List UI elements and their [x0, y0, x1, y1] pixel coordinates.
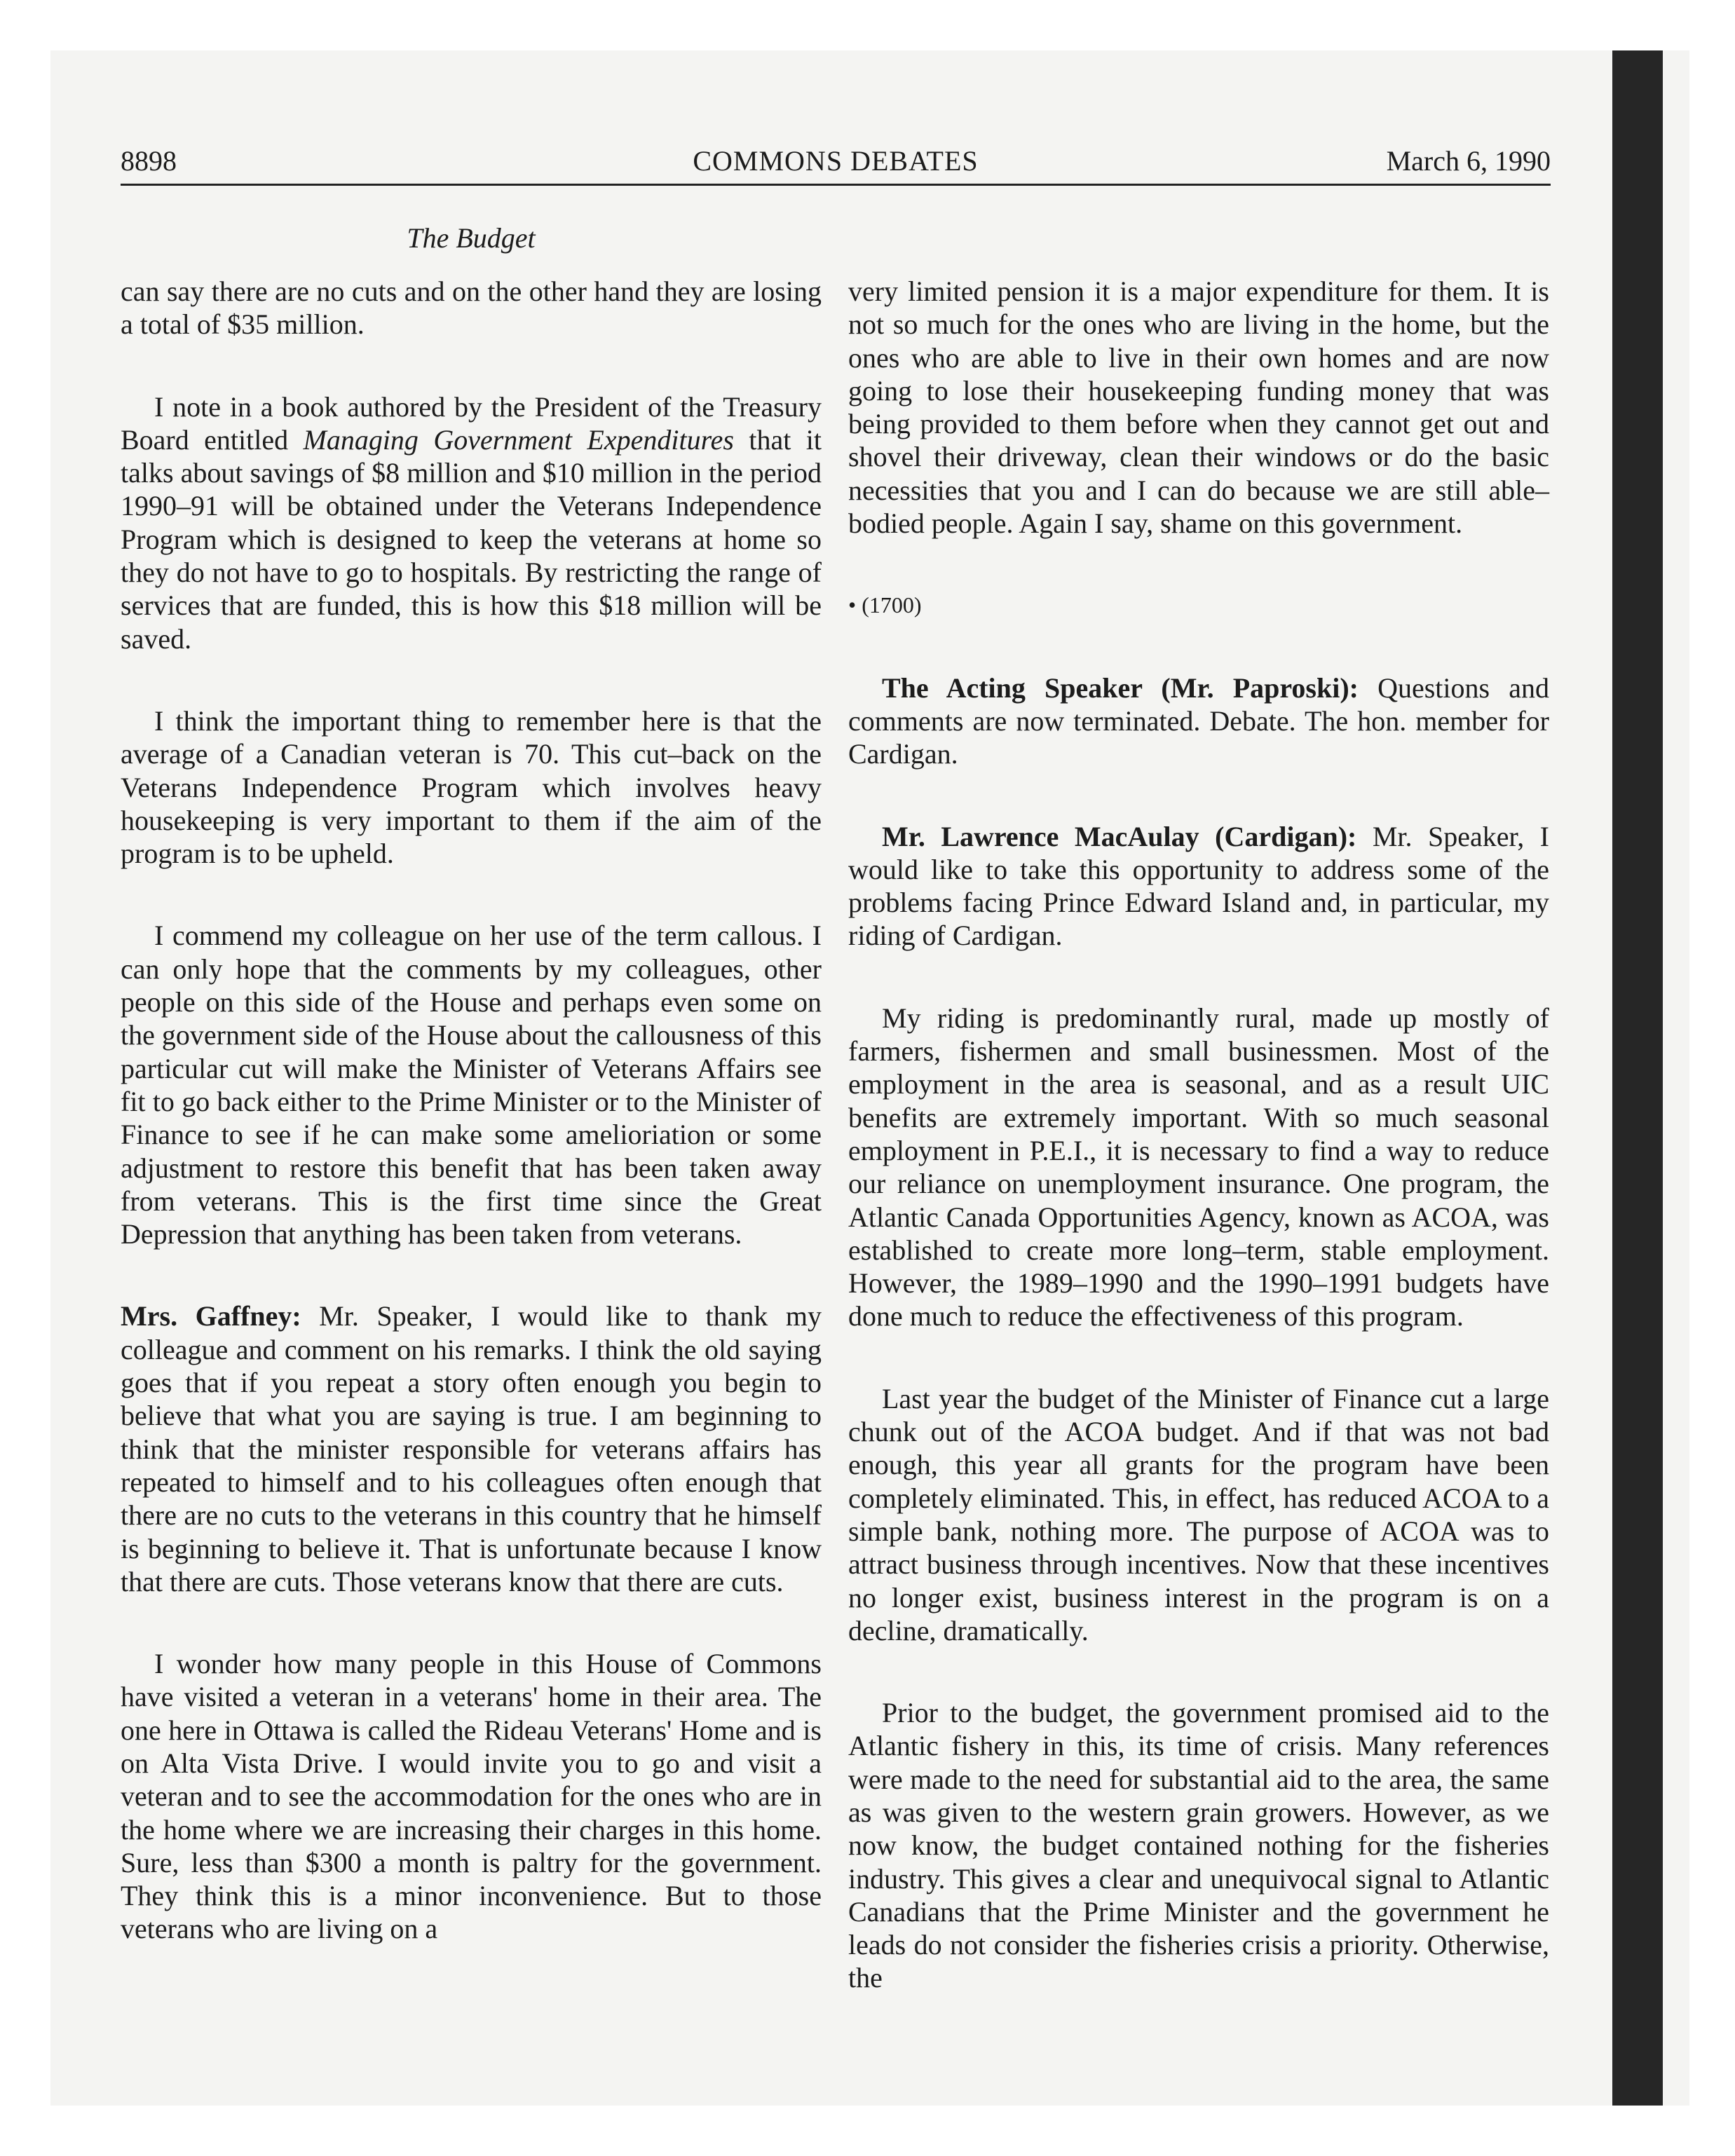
paragraph [121, 1299, 822, 1598]
book-title: Managing Government Expenditures [303, 423, 734, 456]
bullet-icon: • [848, 592, 857, 618]
paragraph: My riding is predominantly rural, made up mostly of farmers, fishermen and small businessmen. Most of the employment in the area is seasonal, and as a result UIC benefits are extremely important. With so much seasonal employment in P.E.I., it is necessary to find a way to reduce our reliance on unemployment insurance. One program, the Atlantic Canada Opportunities Agency, known as ACOA, was established to create more long–term, stable employment. However, the 1989–1990 and the 1990–1991 budgets have done much to reduce the effectiveness of this program. [848, 1002, 1549, 1332]
speaker-name: Mrs. Gaffney: [121, 1300, 301, 1332]
page-date: March 6, 1990 [1386, 145, 1551, 177]
paragraph [848, 820, 1549, 953]
paragraph-text: I note in a book authored by the President of the Treasury Board entitled [121, 390, 822, 456]
paragraph [121, 390, 822, 655]
publication-title: COMMONS DEBATES [693, 145, 979, 177]
paragraph-text: that it talks about savings of $8 million and $10 million in the period 1990–91 will be obtained under the Veterans Independence Program which is designed to keep the veterans at home so they do not have to go to hospitals. By restricting the range of services that are funded, this is how this $18 million will be saved. [121, 423, 822, 655]
paragraph-text: Mr. Speaker, I would like to thank my colleague and comment on his remarks. I think the old saying goes that if you repeat a story often enough you begin to believe that what you are saying is true. I am beginning to think that the minister responsible for veterans affairs has repeated to himself and to his colleagues often enough that there are no cuts to the veterans in this country that he himself is beginning to believe it. That is unfortunate because I know that there are cuts. Those veterans know that there are cuts. [121, 1300, 822, 1597]
paragraph: Last year the budget of the Minister of Finance cut a large chunk out of the ACOA budget. And if that was not bad enough, this year all grants for the program have been completely eliminated. This, in effect, has reduced ACOA to a simple bank, nothing more. The purpose of ACOA was to attract business through incentives. Now that these incentives no longer exist, business interest in the program is on a decline, dramatically. [848, 1382, 1549, 1646]
paragraph: can say there are no cuts and on the other hand they are losing a total of $35 million. [121, 275, 822, 341]
scan-edge-shadow [1612, 50, 1663, 2106]
paragraph: I think the important thing to remember here is that the average of a Canadian veteran is 70. This cut–back on the Veterans Independence Program which involves heavy housekeeping is very important to them if the aim of the program is to be upheld. [121, 704, 822, 870]
section-title: The Budget [407, 222, 536, 254]
page-number: 8898 [121, 145, 177, 177]
time-marker [848, 589, 1549, 622]
paragraph-text: Questions and comments are now terminated. Debate. The hon. member for Cardigan. [848, 671, 1549, 770]
speaker-name: The Acting Speaker (Mr. Paproski): [882, 671, 1359, 704]
left-column [121, 275, 822, 1995]
time-stamp: (1700) [862, 592, 922, 618]
paragraph: very limited pension it is a major expenditure for them. It is not so much for the ones who are living in the home, but the ones who are able to live in their own homes and are now going to lose their housekeeping funding money that was being provided to them before when they cannot get out and shovel their driveway, clean their windows or do the basic necessities that you and I can do because we are still able–bodied people. Again I say, shame on this government. [848, 275, 1549, 540]
paragraph [848, 671, 1549, 771]
right-column [848, 275, 1549, 2044]
paragraph: I wonder how many people in this House of Commons have visited a veteran in a veterans' home in their area. The one here in Ottawa is called the Rideau Veterans' Home and is on Alta Vista Drive. I would invite you to go and visit a veteran and to see the accommodation for the ones who are in the home where we are increasing their charges in this home. Sure, less than $300 a month is paltry for the government. They think this is a minor inconvenience. But to those veterans who are living on a [121, 1648, 822, 1945]
paragraph: Prior to the budget, the government promised aid to the Atlantic fishery in this, its time of crisis. Many references were made to the need for substantial aid to the area, the same as was given to the western grain growers. However, as we now know, the budget contained nothing for the fisheries industry. This gives a clear and unequivocal signal to Atlantic Canadians that the Prime Minister and the government he leads do not consider the fisheries crisis a priority. Otherwise, the [848, 1697, 1549, 1994]
speaker-name: Mr. Lawrence MacAulay (Cardigan): [882, 820, 1357, 852]
header-rule [121, 184, 1551, 186]
page-header [121, 144, 1551, 189]
paragraph: I commend my colleague on her use of the term callous. I can only hope that the comments by my colleagues, other people on this side of the House and perhaps even some on the government side of the House about the callousness of this particular cut will make the Minister of Veterans Affairs see fit to go back either to the Prime Minister or to the Minister of Finance to see if he can make some amelioriation or some adjustment to restore this benefit that has been taken away from veterans. This is the first time since the Great Depression that anything has been taken from veterans. [121, 920, 822, 1250]
paragraph-text: Mr. Speaker, I would like to take this opportunity to address some of the problems facing Prince Edward Island and, in particular, my riding of Cardigan. [848, 820, 1549, 952]
